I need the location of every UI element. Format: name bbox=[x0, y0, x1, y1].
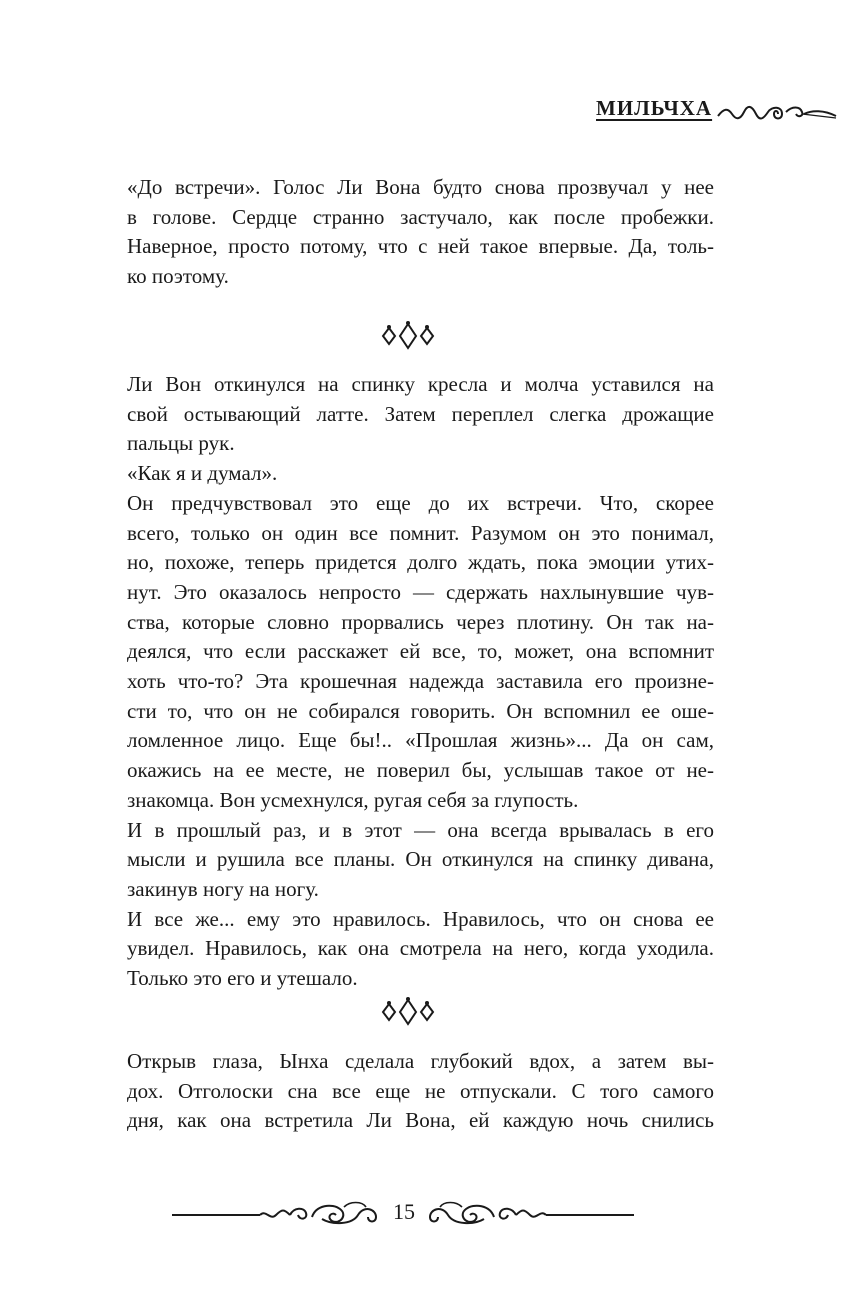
text-line: нут. Это оказалось непросто — сдержать нахлынувшие чув- bbox=[127, 579, 714, 604]
text-line: Он предчувствовал это еще до их встречи. Что, скорее bbox=[127, 490, 714, 515]
page-number: 15 bbox=[393, 1199, 415, 1224]
text-line: ломленное лицо. Еще бы!.. «Прошлая жизнь»... Да он сам, bbox=[127, 728, 714, 753]
text-line: свой остывающий латте. Затем переплел слегка дрожащие bbox=[127, 401, 714, 426]
text-line: дня, как она встретила Ли Вона, ей каждую ночь снились bbox=[127, 1108, 714, 1133]
text-line: всего, только он один все помнит. Разумом он это понимал, bbox=[127, 520, 714, 545]
running-head-title: МИЛЬЧХА bbox=[596, 96, 713, 120]
text-line: «До встречи». Голос Ли Вона будто снова прозвучал у нее bbox=[127, 175, 714, 199]
text-line: Открыв глаза, Ынха сделала глубокий вдох, а затем вы- bbox=[127, 1049, 714, 1073]
text-line: дох. Отголоски сна все еще не отпускали. С того самого bbox=[127, 1078, 714, 1103]
text-line: мысли и рушила все планы. Он откинулся на спинку дивана, bbox=[127, 847, 714, 872]
text-section-3 bbox=[127, 1047, 714, 1136]
text-line: хоть что-то? Эта крошечная надежда заставила его произне- bbox=[127, 669, 714, 694]
right-flourish-icon bbox=[424, 1195, 634, 1231]
text-line: увидел. Нравилось, как она смотрела на него, когда уходила. bbox=[127, 936, 714, 961]
text-line: знакомца. Вон усмехнулся, ругая себя за глупость. bbox=[127, 787, 579, 812]
text-line: И в прошлый раз, и в этот — она всегда врывалась в его bbox=[127, 817, 714, 842]
text-line: окажись на ее месте, не поверил бы, услышав такое от не- bbox=[127, 758, 714, 783]
text-line: в голове. Сердце странно застучало, как после пробежки. bbox=[127, 204, 714, 229]
text-line: И все же... ему это нравилось. Нравилось, что он снова ее bbox=[127, 906, 714, 931]
text-line: деялся, что если расскажет ей все, то, может, она вспомнит bbox=[127, 639, 714, 664]
text-section-1 bbox=[127, 173, 714, 292]
page-footer bbox=[172, 1195, 634, 1235]
text-line: ства, которые словно прорвались через плотину. Он так на- bbox=[127, 609, 714, 634]
text-line: «Как я и думал». bbox=[127, 461, 278, 486]
diamond-separator-icon bbox=[378, 318, 438, 354]
text-section-2 bbox=[127, 370, 714, 994]
running-head bbox=[596, 92, 836, 132]
diamond-separator-icon bbox=[378, 994, 438, 1030]
text-line: пальцы рук. bbox=[127, 431, 235, 456]
text-line: но, похоже, теперь придется долго ждать, пока эмоции утих- bbox=[127, 550, 714, 575]
text-line: закинув ногу на ногу. bbox=[127, 876, 319, 901]
text-line: ко поэтому. bbox=[127, 264, 229, 289]
text-line: Только это его и утешало. bbox=[127, 966, 358, 991]
text-line: Наверное, просто потому, что с ней такое впервые. Да, толь- bbox=[127, 234, 714, 259]
left-flourish-icon bbox=[172, 1195, 382, 1231]
text-line: сти то, что он не собирался говорить. Он вспомнил ее оше- bbox=[127, 698, 714, 723]
text-line: Ли Вон откинулся на спинку кресла и молча уставился на bbox=[127, 372, 714, 396]
swirl-ornament-icon bbox=[716, 102, 838, 124]
